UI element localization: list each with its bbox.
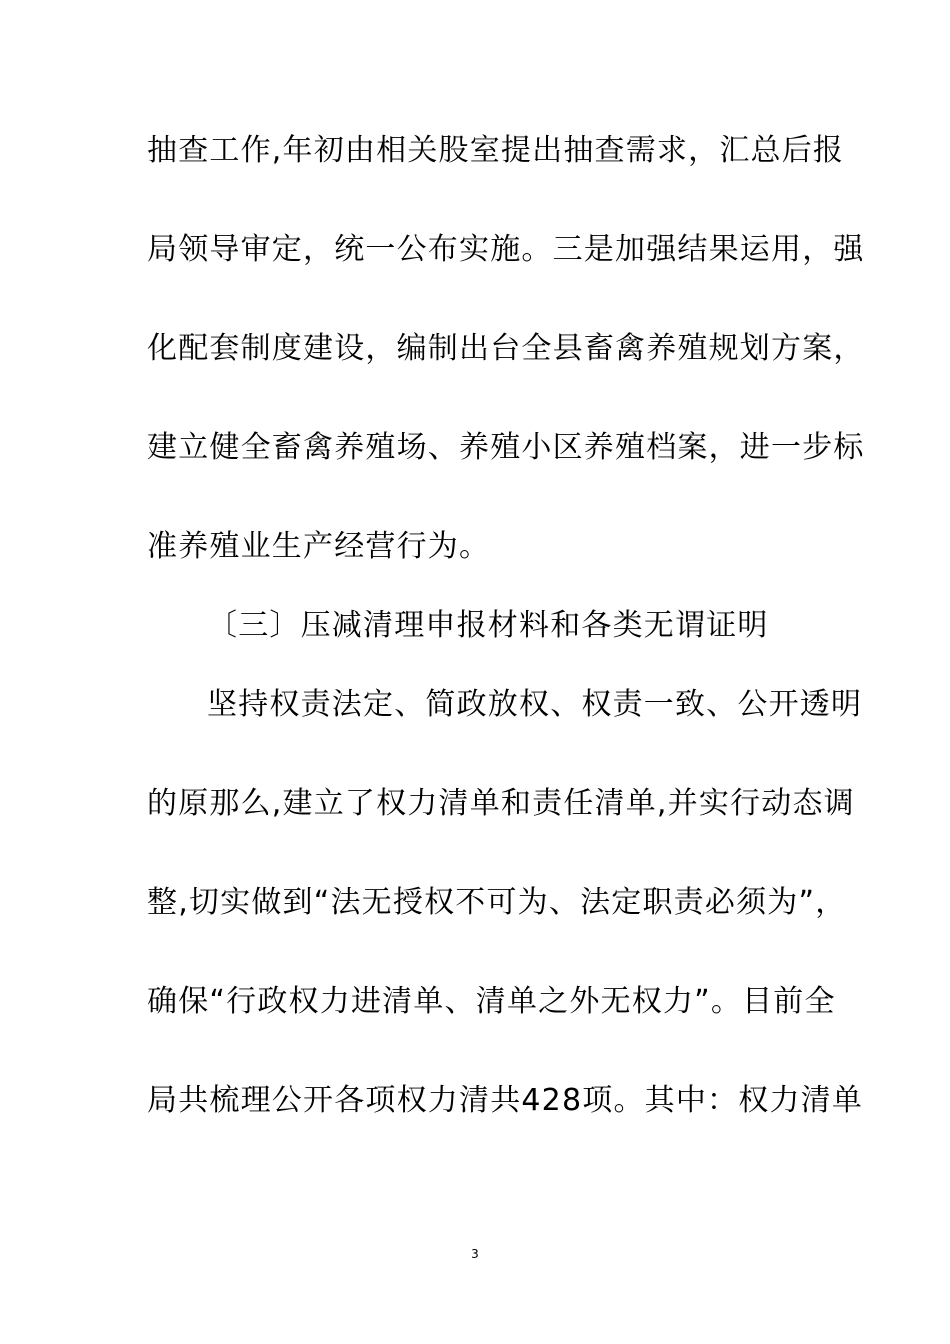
body-text-line-9: 确保“行政权力进清单、清单之外无权力”。目前全 [147, 984, 836, 1019]
body-text-line-8: 整,切实做到“法无授权不可为、法定职责必须为”， [147, 885, 847, 920]
section-heading: 〔三〕压减清理申报材料和各类无谓证明 [207, 608, 769, 643]
page-number: 3 [471, 1247, 479, 1261]
body-text-line-4: 建立健全畜禽养殖场、养殖小区养殖档案，进一步标 [147, 430, 865, 465]
body-text-line-5: 准养殖业生产经营行为。 [147, 529, 491, 564]
body-text-line-10: 局共梳理公开各项权力清共428项。其中：权力清单 [147, 1083, 864, 1118]
body-text-line-1: 抽查工作,年初由相关股室提出抽查需求，汇总后报 [147, 133, 845, 168]
body-text-line-3: 化配套制度建设，编制出台全县畜禽养殖规划方案， [147, 331, 865, 366]
body-text-line-6: 坚持权责法定、简政放权、权责一致、公开透明 [207, 687, 863, 722]
body-text-line-2: 局领导审定，统一公布实施。三是加强结果运用，强 [147, 232, 865, 267]
body-text-line-7: 的原那么,建立了权力清单和责任清单,并实行动态调 [147, 786, 855, 821]
